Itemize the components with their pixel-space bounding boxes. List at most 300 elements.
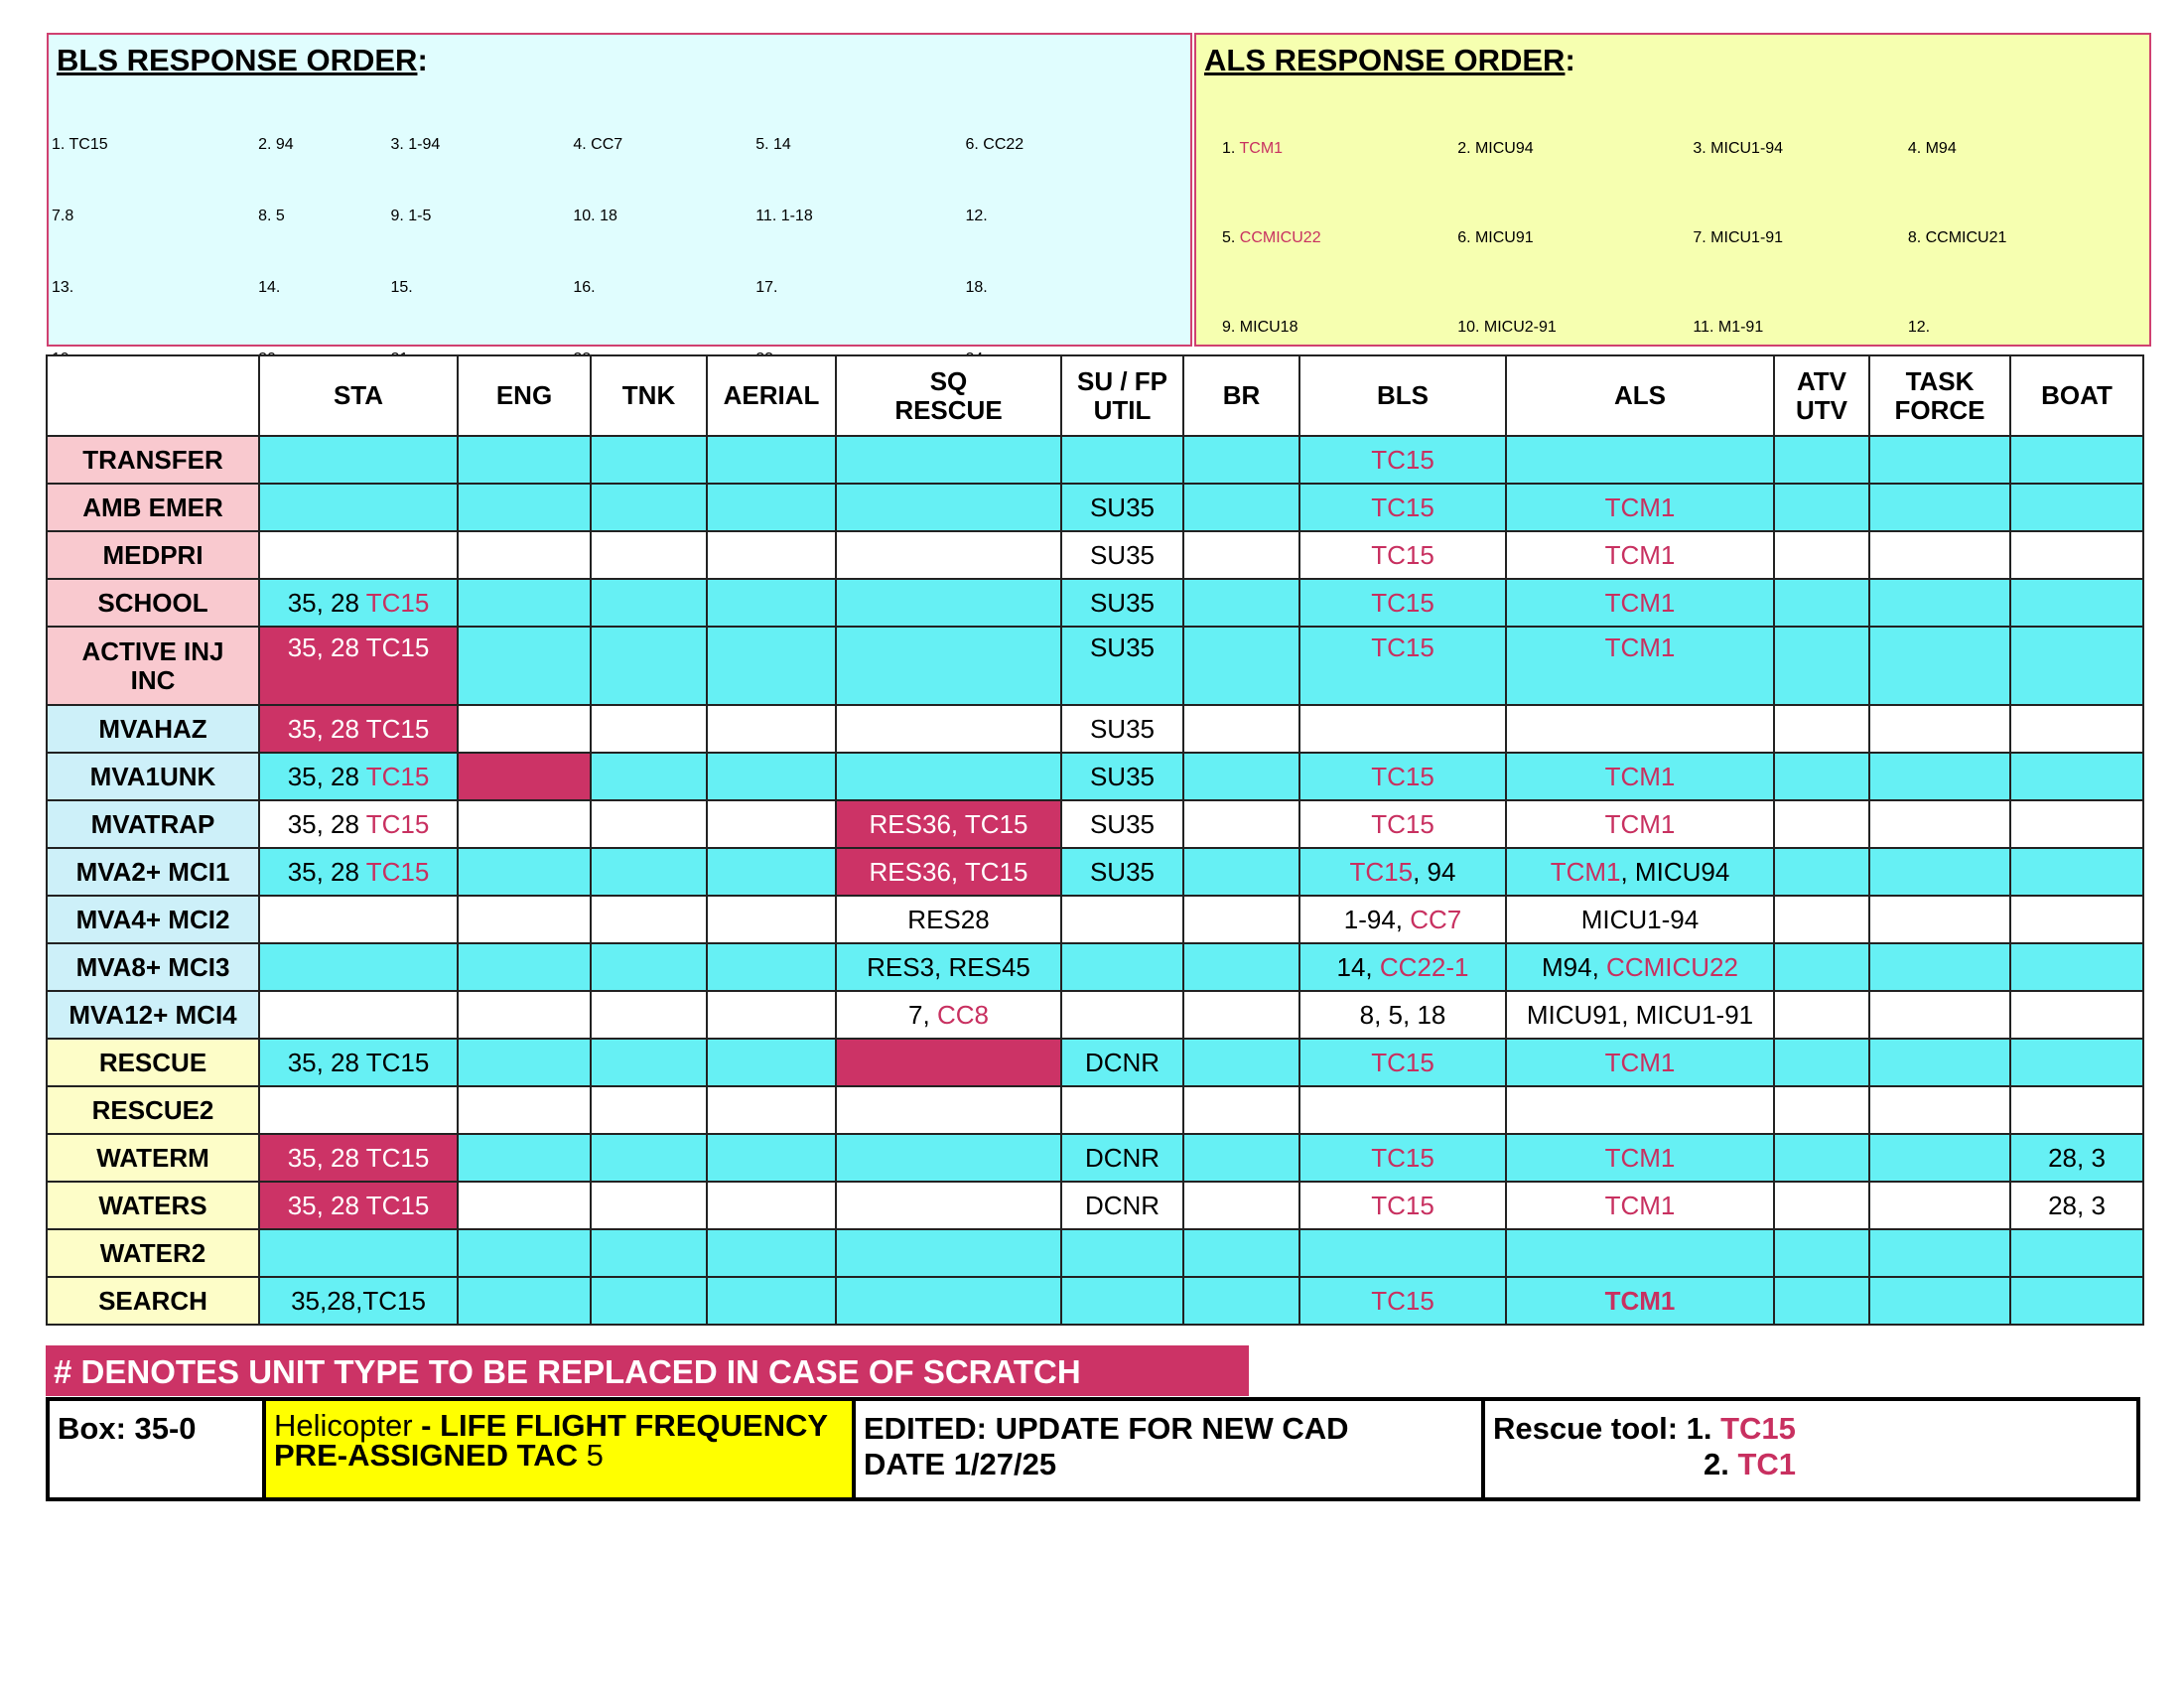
row-label: SEARCH [47,1277,259,1325]
cell-text: 1-94, [1343,904,1411,934]
order-label: 12. [1907,318,1931,336]
cell-br [1183,705,1299,753]
cell-text: DCNR [1084,1190,1160,1220]
order-cell [1907,100,2142,190]
grid-row [47,579,2143,627]
bls-order-title: BLS RESPONSE ORDER: [57,43,428,77]
cell-tnk [591,1229,707,1277]
cell-text: 35, 28 [287,808,366,839]
cell-aerial [707,531,836,579]
row-label: MEDPRI [47,531,259,579]
cell-br [1183,753,1299,800]
cell-bls [1299,848,1506,896]
cell-als [1506,753,1774,800]
cell-atv [1774,896,1869,943]
cell-als [1506,848,1774,896]
edited-line: EDITED: UPDATE FOR NEW CAD [864,1411,1349,1446]
unit-highlight: TC15 [1371,1190,1434,1220]
cell-boat [2010,1229,2143,1277]
order-label: 2. 94 [258,135,294,153]
unit-highlight: TC15 [365,808,430,839]
cell-text: SU35 [1089,808,1156,839]
cell-tnk [591,800,707,848]
unit-highlight: TCM1 [1604,1285,1676,1316]
order-label: 2. MICU94 [1457,139,1534,157]
cell-als [1506,1039,1774,1086]
rescue-tool-num-2: 2. [1704,1447,1738,1481]
cell-aerial [707,627,836,705]
cell-als [1506,1134,1774,1182]
cell-boat [2010,531,2143,579]
cell-sq [836,436,1061,484]
order-unit-highlight: CCMICU22 [1239,228,1321,246]
cell-br [1183,1039,1299,1086]
grid-row [47,1277,2143,1325]
order-cell [1221,100,1456,190]
cell-br [1183,896,1299,943]
cell-bls [1299,753,1506,800]
cell-bls [1299,800,1506,848]
cell-sta [259,579,458,627]
cell-als [1506,943,1774,991]
cell-tnk [591,705,707,753]
order-cell [257,104,389,176]
cell-sta [259,848,458,896]
cell-text: DCNR [1084,1142,1160,1173]
order-label: 1. TC15 [52,135,108,153]
cell-atv [1774,753,1869,800]
order-cell [754,176,964,247]
grid-row [47,1134,2143,1182]
cell-sq [836,1134,1061,1182]
cell-tnk [591,896,707,943]
cell-atv [1774,1277,1869,1325]
cell-atv [1774,991,1869,1039]
cell-sq [836,531,1061,579]
row-label: MVAHAZ [47,705,259,753]
grid-row [47,753,2143,800]
order-label: 8. 5 [258,207,285,224]
order-cell [964,247,1178,319]
order-cell [964,176,1178,247]
cell-tf [1869,627,2010,705]
cell-text: , 94 [1413,856,1456,887]
order-cell [1907,190,2142,279]
order-row [51,104,1178,176]
cell-tnk [591,579,707,627]
order-label: 11. 1-18 [755,207,813,224]
cell-su [1061,484,1183,531]
cell-als [1506,436,1774,484]
order-cell [1692,190,1906,279]
cell-sta [259,1229,458,1277]
order-cell [1221,190,1456,279]
cell-aerial [707,1134,836,1182]
order-row [51,176,1178,247]
cell-atv [1774,579,1869,627]
cell-tf [1869,848,2010,896]
cell-su [1061,1039,1183,1086]
order-label: 5. [1222,228,1240,246]
order-cell [1456,100,1692,190]
cell-text: DCNR [1084,1047,1160,1077]
cell-eng [458,1229,591,1277]
cell-br [1183,800,1299,848]
cell-boat [2010,800,2143,848]
cell-als [1506,896,1774,943]
als-order-table [1221,100,2142,368]
cell-text: 35, 28 TC15 [287,1142,430,1173]
cell-bls [1299,991,1506,1039]
cell-tf [1869,705,2010,753]
cell-br [1183,627,1299,705]
row-label: MVA1UNK [47,753,259,800]
cell-tnk [591,1277,707,1325]
cell-aerial [707,848,836,896]
cell-sta [259,991,458,1039]
unit-highlight: TC15 [1371,1285,1434,1316]
cell-su [1061,627,1183,705]
cell-eng [458,1134,591,1182]
unit-highlight: TCM1 [1604,492,1676,522]
order-cell [572,176,754,247]
unit-highlight: TCM1 [1604,761,1676,791]
order-label: 15. [390,278,413,296]
cell-bls [1299,1086,1506,1134]
row-label: MVA12+ MCI4 [47,991,259,1039]
column-header [47,355,259,436]
cell-eng [458,753,591,800]
cell-aerial [707,484,836,531]
order-label: 16. [573,278,596,296]
cell-atv [1774,848,1869,896]
cell-su [1061,1086,1183,1134]
order-label: 5. 14 [755,135,791,153]
cell-tf [1869,531,2010,579]
cell-aerial [707,991,836,1039]
grid-row [47,1182,2143,1229]
grid-row [47,436,2143,484]
unit-highlight: TC15 [1349,856,1414,887]
cell-als [1506,1086,1774,1134]
helicopter-label: Helicopter [274,1408,413,1443]
cell-eng [458,1086,591,1134]
cell-eng [458,991,591,1039]
cell-als [1506,1229,1774,1277]
column-header: BR [1183,355,1299,436]
rescue-tool-info [1485,1401,2136,1497]
cell-sq [836,753,1061,800]
cell-text: RES36, TC15 [869,808,1028,839]
cell-eng [458,531,591,579]
unit-highlight: TC15 [1371,1047,1434,1077]
cell-eng [458,1039,591,1086]
order-label: 9. MICU18 [1222,318,1298,336]
cell-bls [1299,436,1506,484]
cell-eng [458,1182,591,1229]
column-header: ALS [1506,355,1774,436]
grid-row [47,531,2143,579]
cell-text: , MICU94 [1620,856,1730,887]
cell-text: SU35 [1089,587,1156,618]
cell-aerial [707,705,836,753]
cell-sta [259,753,458,800]
cell-sta [259,896,458,943]
cell-tnk [591,627,707,705]
cell-sta [259,1039,458,1086]
cell-sq [836,1039,1061,1086]
rescue-tool-label: Rescue tool: 1. [1493,1411,1721,1446]
cell-bls [1299,1039,1506,1086]
cell-su [1061,436,1183,484]
cell-aerial [707,1086,836,1134]
cell-tf [1869,1086,2010,1134]
grid-row [47,800,2143,848]
order-cell [572,104,754,176]
cell-su [1061,579,1183,627]
cell-su [1061,1277,1183,1325]
unit-highlight: TC15 [1371,444,1434,475]
cell-bls [1299,579,1506,627]
row-label: MVA2+ MCI1 [47,848,259,896]
cell-bls [1299,1134,1506,1182]
grid-row [47,896,2143,943]
order-label: 6. MICU91 [1457,228,1534,246]
column-header: BOAT [2010,355,2143,436]
column-header: TNK [591,355,707,436]
cell-tnk [591,484,707,531]
unit-highlight: TCM1 [1604,539,1676,570]
cell-sq [836,896,1061,943]
helicopter-info [266,1401,856,1497]
cell-br [1183,1229,1299,1277]
cell-boat [2010,753,2143,800]
cell-tf [1869,1182,2010,1229]
cell-sta [259,943,458,991]
cell-br [1183,484,1299,531]
cell-su [1061,1182,1183,1229]
grid-header-row [47,355,2143,436]
cell-tnk [591,943,707,991]
cell-atv [1774,943,1869,991]
row-label: TRANSFER [47,436,259,484]
cell-bls [1299,1229,1506,1277]
cell-text: SU35 [1089,761,1156,791]
column-header: SQ RESCUE [836,355,1061,436]
cell-br [1183,436,1299,484]
cell-eng [458,943,591,991]
cell-text: RES3, RES45 [867,951,1030,982]
order-label: 8. CCMICU21 [1907,228,2007,246]
cell-boat [2010,991,2143,1039]
unit-highlight: CC22-1 [1379,951,1469,982]
cell-atv [1774,627,1869,705]
cell-text: 35, 28 [287,761,366,791]
order-unit-highlight: TCM1 [1239,139,1284,157]
unit-highlight: TC15 [365,761,430,791]
cell-text: SU35 [1089,539,1156,570]
row-label: ACTIVE INJ INC [47,627,259,705]
cell-boat [2010,1086,2143,1134]
row-label: RESCUE2 [47,1086,259,1134]
cell-sq [836,1182,1061,1229]
order-cell [754,104,964,176]
grid-row [47,991,2143,1039]
column-header: SU / FP UTIL [1061,355,1183,436]
cell-aerial [707,436,836,484]
cell-atv [1774,705,1869,753]
unit-highlight: TC15 [1371,492,1434,522]
cell-su [1061,896,1183,943]
cell-bls [1299,1182,1506,1229]
order-label: 13. [52,278,74,296]
cell-tf [1869,1229,2010,1277]
cell-text: MICU91, MICU1-91 [1526,999,1754,1030]
cell-eng [458,1277,591,1325]
cell-boat [2010,484,2143,531]
cell-sq [836,1229,1061,1277]
order-row [51,247,1178,319]
cell-su [1061,1229,1183,1277]
edit-info [856,1401,1485,1497]
cell-atv [1774,436,1869,484]
cell-br [1183,579,1299,627]
order-cell [754,247,964,319]
cell-text: MICU1-94 [1580,904,1700,934]
cell-sq [836,943,1061,991]
cell-eng [458,896,591,943]
cell-bls [1299,484,1506,531]
cell-boat [2010,1039,2143,1086]
date-line: DATE 1/27/25 [864,1447,1057,1481]
cell-eng [458,436,591,484]
cell-als [1506,579,1774,627]
cell-text: 28, 3 [2048,1190,2106,1220]
cell-eng [458,705,591,753]
cell-bls [1299,943,1506,991]
unit-highlight: TC15 [365,856,430,887]
order-cell [51,247,257,319]
cell-text: 8, 5, 18 [1359,999,1446,1030]
order-cell [51,176,257,247]
bls-order-table [51,104,1178,390]
cell-tf [1869,484,2010,531]
cell-als [1506,1277,1774,1325]
cell-text: 35, 28 TC15 [287,1047,430,1077]
order-label: 10. 18 [573,207,617,224]
order-cell [389,176,572,247]
cell-sta [259,1182,458,1229]
cell-als [1506,484,1774,531]
grid-row [47,1229,2143,1277]
cell-br [1183,1277,1299,1325]
cell-text: 35, 28 [287,856,366,887]
cell-boat [2010,943,2143,991]
cell-tf [1869,1039,2010,1086]
cell-aerial [707,943,836,991]
cell-atv [1774,1039,1869,1086]
cell-sq [836,991,1061,1039]
cell-su [1061,753,1183,800]
order-cell [257,176,389,247]
als-response-order-panel [1194,33,2151,347]
cell-text: 35, 28 TC15 [287,713,430,744]
column-header: STA [259,355,458,436]
cell-bls [1299,531,1506,579]
order-cell [389,247,572,319]
cell-text: 7, [908,999,937,1030]
life-flight-frequency: - LIFE FLIGHT FREQUENCY [412,1408,829,1443]
order-label: 9. 1-5 [390,207,432,224]
cell-tf [1869,753,2010,800]
footer-info-bar [46,1397,2140,1501]
cell-su [1061,800,1183,848]
cell-tf [1869,436,2010,484]
order-label: 18. [965,278,988,296]
cell-eng [458,627,591,705]
cell-br [1183,1182,1299,1229]
cell-als [1506,627,1774,705]
cell-atv [1774,1134,1869,1182]
row-label: RESCUE [47,1039,259,1086]
unit-highlight: TCM1 [1604,633,1676,662]
cell-boat [2010,1134,2143,1182]
cell-sta [259,531,458,579]
unit-highlight: TC15 [1371,1142,1434,1173]
order-label: 4. CC7 [573,135,623,153]
order-label: 4. M94 [1907,139,1957,157]
cell-sq [836,484,1061,531]
order-cell [1692,100,1906,190]
cell-sq [836,627,1061,705]
cell-sta [259,1086,458,1134]
cell-tnk [591,1039,707,1086]
bls-response-order-panel [47,33,1192,347]
cell-tf [1869,1134,2010,1182]
cell-atv [1774,1086,1869,1134]
scratch-note-banner: # DENOTES UNIT TYPE TO BE REPLACED IN CASE OF SCRATCH [46,1345,1249,1396]
cell-als [1506,800,1774,848]
cell-aerial [707,579,836,627]
response-assignment-grid [46,354,2144,1326]
unit-highlight: CCMICU22 [1606,951,1738,982]
row-label: MVA8+ MCI3 [47,943,259,991]
unit-highlight: TCM1 [1604,1047,1676,1077]
cell-bls [1299,896,1506,943]
order-cell [1456,190,1692,279]
cell-aerial [707,1039,836,1086]
cell-boat [2010,896,2143,943]
box-number: Box: 35-0 [50,1401,266,1497]
cell-text: SU35 [1089,713,1156,744]
cell-tf [1869,896,2010,943]
cell-text: M94, [1542,951,1607,982]
cell-text: SU35 [1089,856,1156,887]
row-label: WATERM [47,1134,259,1182]
column-header: TASK FORCE [1869,355,2010,436]
cell-als [1506,991,1774,1039]
order-label: 12. [965,207,988,224]
cell-atv [1774,484,1869,531]
cell-atv [1774,1182,1869,1229]
cell-sta [259,484,458,531]
grid-row [47,627,2143,705]
unit-highlight: TC15 [1371,587,1434,618]
cell-sq [836,705,1061,753]
grid-row [47,1086,2143,1134]
order-label: 3. 1-94 [390,135,441,153]
cell-sta [259,1277,458,1325]
